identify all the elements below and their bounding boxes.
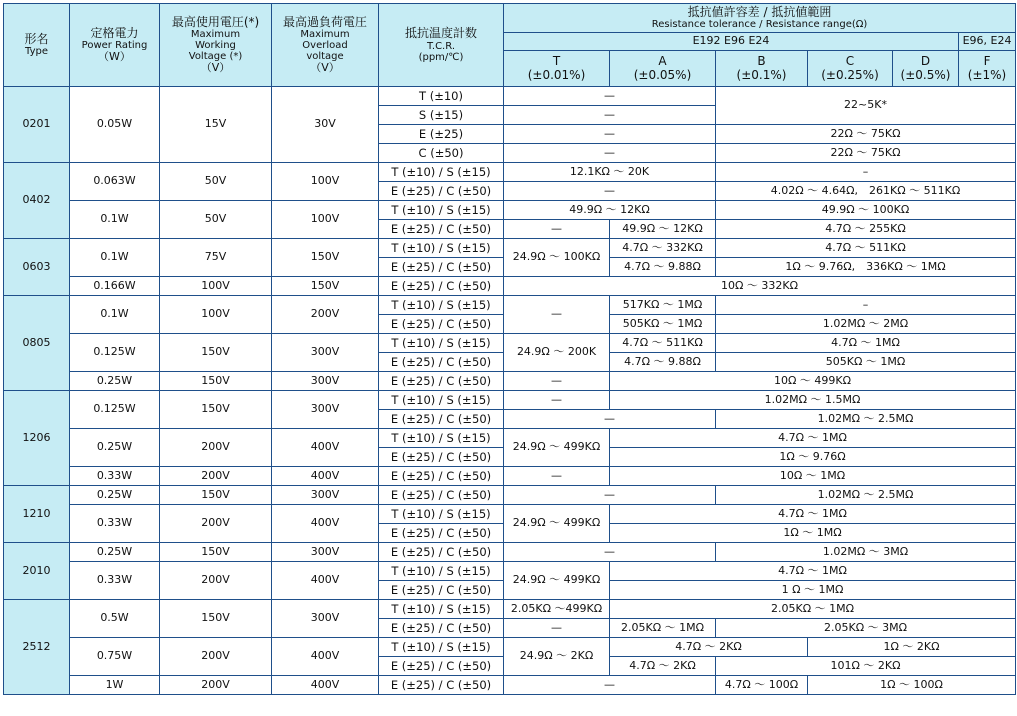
header-col-t: T (±0.01%) [504, 51, 610, 87]
range-cell: 24.9Ω ～ 200K [504, 334, 610, 372]
range-cell: 4.7Ω ～ 1MΩ [610, 562, 1016, 581]
power-cell: 0.33W [70, 562, 160, 600]
range-cell: 22Ω ～ 75KΩ [716, 144, 1016, 163]
range-cell: 4.7Ω ～ 332KΩ [610, 239, 716, 258]
overload-voltage-cell: 100V [272, 163, 379, 201]
overload-voltage-cell: 400V [272, 467, 379, 486]
header-col-d: D (±0.5%) [893, 51, 959, 87]
range-cell: 4.7Ω ～ 9.88Ω [610, 258, 716, 277]
type-cell: 0201 [4, 87, 70, 163]
tcr-cell: E (±25) / C (±50) [379, 543, 504, 562]
tcr-cell: T (±10) / S (±15) [379, 638, 504, 657]
range-cell: 4.02Ω ～ 4.64Ω, 261KΩ ～ 511KΩ [716, 182, 1016, 201]
range-cell: 505KΩ ～ 1MΩ [610, 315, 716, 334]
header-type: 形名 Type [4, 4, 70, 87]
power-cell: 0.125W [70, 334, 160, 372]
range-cell: 505KΩ ～ 1MΩ [716, 353, 1016, 372]
range-cell: 10Ω ～ 1MΩ [610, 467, 1016, 486]
range-cell: — [504, 87, 716, 106]
type-cell: 2512 [4, 600, 70, 695]
overload-voltage-cell: 300V [272, 543, 379, 562]
range-cell: — [504, 182, 716, 201]
range-cell: — [504, 220, 610, 239]
range-cell: 4.7Ω ～ 511KΩ [716, 239, 1016, 258]
working-voltage-cell: 200V [160, 467, 272, 486]
range-cell: 4.7Ω ～ 1MΩ [716, 334, 1016, 353]
range-cell: — [504, 106, 716, 125]
working-voltage-cell: 50V [160, 201, 272, 239]
tcr-cell: T (±10) [379, 87, 504, 106]
overload-voltage-cell: 300V [272, 391, 379, 429]
power-cell: 0.25W [70, 486, 160, 505]
power-cell: 0.1W [70, 296, 160, 334]
working-voltage-cell: 150V [160, 600, 272, 638]
range-cell: — [504, 144, 716, 163]
tcr-cell: E (±25) / C (±50) [379, 410, 504, 429]
range-cell: 1.02MΩ ～ 2.5MΩ [716, 486, 1016, 505]
tcr-cell: T (±10) / S (±15) [379, 334, 504, 353]
working-voltage-cell: 200V [160, 676, 272, 695]
overload-voltage-cell: 150V [272, 277, 379, 296]
range-cell: — [504, 543, 716, 562]
range-cell: 2.05KΩ ～ 3MΩ [716, 619, 1016, 638]
working-voltage-cell: 75V [160, 239, 272, 277]
working-voltage-cell: 200V [160, 505, 272, 543]
tcr-cell: C (±50) [379, 144, 504, 163]
power-cell: 0.33W [70, 467, 160, 486]
tcr-cell: E (±25) / C (±50) [379, 657, 504, 676]
header-series-main: E192 E96 E24 [504, 33, 959, 51]
range-cell: 1Ω ～ 2KΩ [808, 638, 1016, 657]
range-cell: 1Ω ～ 100Ω [808, 676, 1016, 695]
header-working-voltage: 最高使用電圧(*) Maximum Working Voltage (*) （V） [160, 4, 272, 87]
header-power-rating: 定格電力 Power Rating （W） [70, 4, 160, 87]
range-cell: 1.02MΩ ～ 2.5MΩ [716, 410, 1016, 429]
range-cell: – [716, 296, 1016, 315]
range-cell: 1Ω ～ 9.76Ω [610, 448, 1016, 467]
power-cell: 0.75W [70, 638, 160, 676]
power-cell: 0.33W [70, 505, 160, 543]
tcr-cell: E (±25) [379, 125, 504, 144]
range-cell: 10Ω ～ 499KΩ [610, 372, 1016, 391]
type-cell: 2010 [4, 543, 70, 600]
power-cell: 0.25W [70, 372, 160, 391]
range-cell: 1Ω ～ 1MΩ [610, 524, 1016, 543]
resistor-spec-table [3, 3, 1016, 695]
tcr-cell: T (±10) / S (±15) [379, 296, 504, 315]
range-cell: 1 Ω ～ 1MΩ [610, 581, 1016, 600]
range-cell: 49.9Ω ～ 12KΩ [610, 220, 716, 239]
tcr-cell: E (±25) / C (±50) [379, 258, 504, 277]
overload-voltage-cell: 400V [272, 505, 379, 543]
tcr-cell: E (±25) / C (±50) [379, 467, 504, 486]
tcr-cell: T (±10) / S (±15) [379, 239, 504, 258]
range-cell: — [504, 676, 716, 695]
tcr-cell: S (±15) [379, 106, 504, 125]
power-cell: 0.125W [70, 391, 160, 429]
tcr-cell: E (±25) / C (±50) [379, 524, 504, 543]
header-col-b: B (±0.1%) [716, 51, 808, 87]
range-cell: 12.1KΩ ～ 20K [504, 163, 716, 182]
tcr-cell: E (±25) / C (±50) [379, 220, 504, 239]
working-voltage-cell: 50V [160, 163, 272, 201]
tcr-cell: T (±10) / S (±15) [379, 600, 504, 619]
power-cell: 0.1W [70, 201, 160, 239]
range-cell: 4.7Ω ～ 100Ω [716, 676, 808, 695]
range-cell: — [504, 296, 610, 334]
range-cell: 4.7Ω ～ 255KΩ [716, 220, 1016, 239]
overload-voltage-cell: 30V [272, 87, 379, 163]
range-cell: 24.9Ω ～ 100KΩ [504, 239, 610, 277]
working-voltage-cell: 200V [160, 562, 272, 600]
header-overload-voltage: 最高過負荷電圧 Maximum Overload voltage （V） [272, 4, 379, 87]
power-cell: 0.25W [70, 543, 160, 562]
header-col-f: F (±1%) [959, 51, 1016, 87]
range-cell: — [504, 467, 610, 486]
tcr-cell: E (±25) / C (±50) [379, 619, 504, 638]
working-voltage-cell: 100V [160, 296, 272, 334]
range-cell: 49.9Ω ～ 100KΩ [716, 201, 1016, 220]
working-voltage-cell: 200V [160, 429, 272, 467]
power-cell: 0.1W [70, 239, 160, 277]
tcr-cell: E (±25) / C (±50) [379, 182, 504, 201]
tcr-cell: T (±10) / S (±15) [379, 391, 504, 410]
range-cell: 101Ω ～ 2KΩ [716, 657, 1016, 676]
tcr-cell: E (±25) / C (±50) [379, 676, 504, 695]
header-tolerance: 抵抗値許容差 / 抵抗値範囲 Resistance tolerance / Resistance range(Ω) [504, 4, 1016, 33]
working-voltage-cell: 150V [160, 372, 272, 391]
tcr-cell: E (±25) / C (±50) [379, 486, 504, 505]
power-cell: 0.05W [70, 87, 160, 163]
range-cell: 24.9Ω ～ 499KΩ [504, 429, 610, 467]
type-cell: 0805 [4, 296, 70, 391]
overload-voltage-cell: 300V [272, 372, 379, 391]
range-cell: — [504, 619, 610, 638]
range-cell: 2.05KΩ ～ 1MΩ [610, 619, 716, 638]
range-cell: 4.7Ω ～ 9.88Ω [610, 353, 716, 372]
tcr-cell: E (±25) / C (±50) [379, 581, 504, 600]
tcr-cell: T (±10) / S (±15) [379, 163, 504, 182]
working-voltage-cell: 150V [160, 486, 272, 505]
range-cell: 10Ω ～ 332KΩ [504, 277, 1016, 296]
range-cell: 24.9Ω ～ 499KΩ [504, 562, 610, 600]
type-cell: 1206 [4, 391, 70, 486]
header-series-f: E96, E24 [959, 33, 1016, 51]
range-cell: 22~5K* [716, 87, 1016, 125]
working-voltage-cell: 100V [160, 277, 272, 296]
working-voltage-cell: 150V [160, 543, 272, 562]
range-cell: 24.9Ω ～ 499KΩ [504, 505, 610, 543]
range-cell: 2.05KΩ ～ 1MΩ [610, 600, 1016, 619]
power-cell: 0.25W [70, 429, 160, 467]
header-col-c: C (±0.25%) [808, 51, 893, 87]
type-cell: 0603 [4, 239, 70, 296]
overload-voltage-cell: 100V [272, 201, 379, 239]
overload-voltage-cell: 300V [272, 334, 379, 372]
overload-voltage-cell: 300V [272, 486, 379, 505]
range-cell: 4.7Ω ～ 1MΩ [610, 505, 1016, 524]
tcr-cell: T (±10) / S (±15) [379, 562, 504, 581]
tcr-cell: E (±25) / C (±50) [379, 315, 504, 334]
type-cell: 0402 [4, 163, 70, 239]
overload-voltage-cell: 400V [272, 562, 379, 600]
tcr-cell: E (±25) / C (±50) [379, 372, 504, 391]
overload-voltage-cell: 300V [272, 600, 379, 638]
overload-voltage-cell: 400V [272, 429, 379, 467]
range-cell: 2.05KΩ ～499KΩ [504, 600, 610, 619]
range-cell: 22Ω ～ 75KΩ [716, 125, 1016, 144]
tcr-cell: E (±25) / C (±50) [379, 277, 504, 296]
range-cell: 49.9Ω ～ 12KΩ [504, 201, 716, 220]
range-cell: — [504, 372, 610, 391]
power-cell: 0.5W [70, 600, 160, 638]
tcr-cell: T (±10) / S (±15) [379, 429, 504, 448]
header-tcr: 抵抗温度計数 T.C.R. (ppm/℃) [379, 4, 504, 87]
overload-voltage-cell: 400V [272, 676, 379, 695]
overload-voltage-cell: 200V [272, 296, 379, 334]
tcr-cell: E (±25) / C (±50) [379, 448, 504, 467]
range-cell: 24.9Ω ～ 2KΩ [504, 638, 610, 676]
range-cell: 4.7Ω ～ 2KΩ [610, 638, 808, 657]
range-cell: — [504, 410, 716, 429]
working-voltage-cell: 150V [160, 334, 272, 372]
range-cell: — [504, 391, 610, 410]
power-cell: 0.166W [70, 277, 160, 296]
working-voltage-cell: 200V [160, 638, 272, 676]
range-cell: 4.7Ω ～ 1MΩ [610, 429, 1016, 448]
range-cell: — [504, 125, 716, 144]
overload-voltage-cell: 150V [272, 239, 379, 277]
range-cell: 4.7Ω ～ 511KΩ [610, 334, 716, 353]
working-voltage-cell: 150V [160, 391, 272, 429]
power-cell: 0.063W [70, 163, 160, 201]
tcr-cell: T (±10) / S (±15) [379, 505, 504, 524]
header-col-a: A (±0.05%) [610, 51, 716, 87]
power-cell: 1W [70, 676, 160, 695]
range-cell: – [716, 163, 1016, 182]
range-cell: 1.02MΩ ～ 2MΩ [716, 315, 1016, 334]
tcr-cell: T (±10) / S (±15) [379, 201, 504, 220]
type-cell: 1210 [4, 486, 70, 543]
range-cell: 517KΩ ～ 1MΩ [610, 296, 716, 315]
overload-voltage-cell: 400V [272, 638, 379, 676]
range-cell: — [504, 486, 716, 505]
working-voltage-cell: 15V [160, 87, 272, 163]
range-cell: 1Ω ～ 9.76Ω, 336KΩ ～ 1MΩ [716, 258, 1016, 277]
range-cell: 1.02MΩ ～ 1.5MΩ [610, 391, 1016, 410]
range-cell: 4.7Ω ～ 2KΩ [610, 657, 716, 676]
tcr-cell: E (±25) / C (±50) [379, 353, 504, 372]
range-cell: 1.02MΩ ～ 3MΩ [716, 543, 1016, 562]
